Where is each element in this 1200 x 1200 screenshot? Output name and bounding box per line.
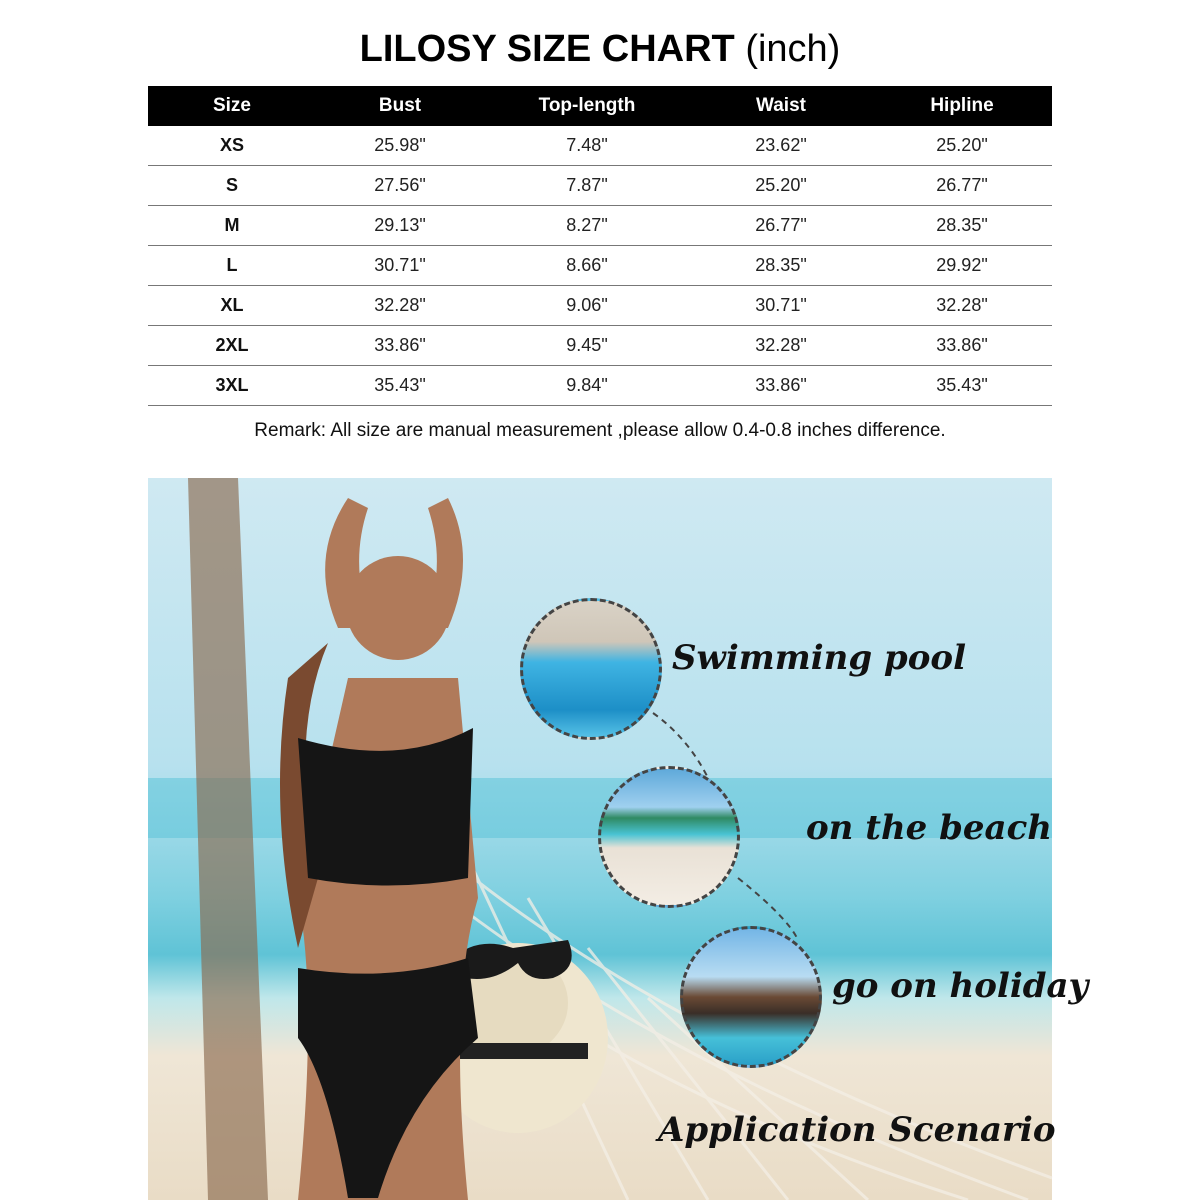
swimming-pool-thumbnail [520, 598, 662, 740]
column-header: Waist [690, 86, 872, 126]
size-chart-table [148, 86, 1052, 406]
measurement-cell: 25.20" [690, 166, 872, 206]
table-row [148, 246, 1052, 286]
measurement-cell: 8.66" [484, 246, 690, 286]
measurement-cell: 25.20" [872, 126, 1052, 166]
measurement-cell: 9.06" [484, 286, 690, 326]
measurement-cell: 28.35" [872, 206, 1052, 246]
column-header: Size [148, 86, 316, 126]
size-cell: 2XL [148, 326, 316, 366]
measurement-cell: 30.71" [690, 286, 872, 326]
measurement-cell: 25.98" [316, 126, 484, 166]
scenario-label-beach: on the beach [806, 808, 1052, 848]
measurement-cell: 7.87" [484, 166, 690, 206]
size-cell: M [148, 206, 316, 246]
remark-text: Remark: All size are manual measurement ,please allow 0.4-0.8 inches difference. [254, 420, 946, 441]
measurement-cell: 30.71" [316, 246, 484, 286]
column-header: Bust [316, 86, 484, 126]
measurement-cell: 32.28" [690, 326, 872, 366]
unit-label: (inch) [745, 28, 841, 70]
column-header: Top-length [484, 86, 690, 126]
measurement-cell: 7.48" [484, 126, 690, 166]
chart-title: LILOSY SIZE CHART [359, 28, 735, 70]
measurement-cell: 8.27" [484, 206, 690, 246]
table-row [148, 326, 1052, 366]
measurement-cell: 28.35" [690, 246, 872, 286]
size-cell: L [148, 246, 316, 286]
page-title [0, 28, 1200, 71]
measurement-cell: 27.56" [316, 166, 484, 206]
table-row [148, 206, 1052, 246]
measurement-cell: 9.45" [484, 326, 690, 366]
table-row [148, 166, 1052, 206]
holiday-thumbnail [680, 926, 822, 1068]
scenario-label-holiday: go on holiday [832, 966, 1089, 1006]
measurement-cell: 29.92" [872, 246, 1052, 286]
measurement-cell: 26.77" [872, 166, 1052, 206]
size-cell: XS [148, 126, 316, 166]
measurement-cell: 35.43" [872, 366, 1052, 406]
measurement-cell: 29.13" [316, 206, 484, 246]
measurement-cell: 23.62" [690, 126, 872, 166]
measurement-cell: 26.77" [690, 206, 872, 246]
table-row [148, 126, 1052, 166]
beach-thumbnail [598, 766, 740, 908]
table-row [148, 366, 1052, 406]
measurement-cell: 33.86" [872, 326, 1052, 366]
measurement-cell: 33.86" [690, 366, 872, 406]
scenario-label-pool: Swimming pool [672, 638, 966, 678]
measurement-cell: 32.28" [316, 286, 484, 326]
measurement-cell: 35.43" [316, 366, 484, 406]
product-photo [148, 478, 1089, 1200]
measurement-cell: 32.28" [872, 286, 1052, 326]
table-row [148, 286, 1052, 326]
size-cell: XL [148, 286, 316, 326]
table-header-row [148, 86, 1052, 126]
size-cell: 3XL [148, 366, 316, 406]
column-header: Hipline [872, 86, 1052, 126]
application-scenario-caption: Application Scenario [658, 1110, 1056, 1150]
measurement-cell: 9.84" [484, 366, 690, 406]
size-cell: S [148, 166, 316, 206]
measurement-cell: 33.86" [316, 326, 484, 366]
